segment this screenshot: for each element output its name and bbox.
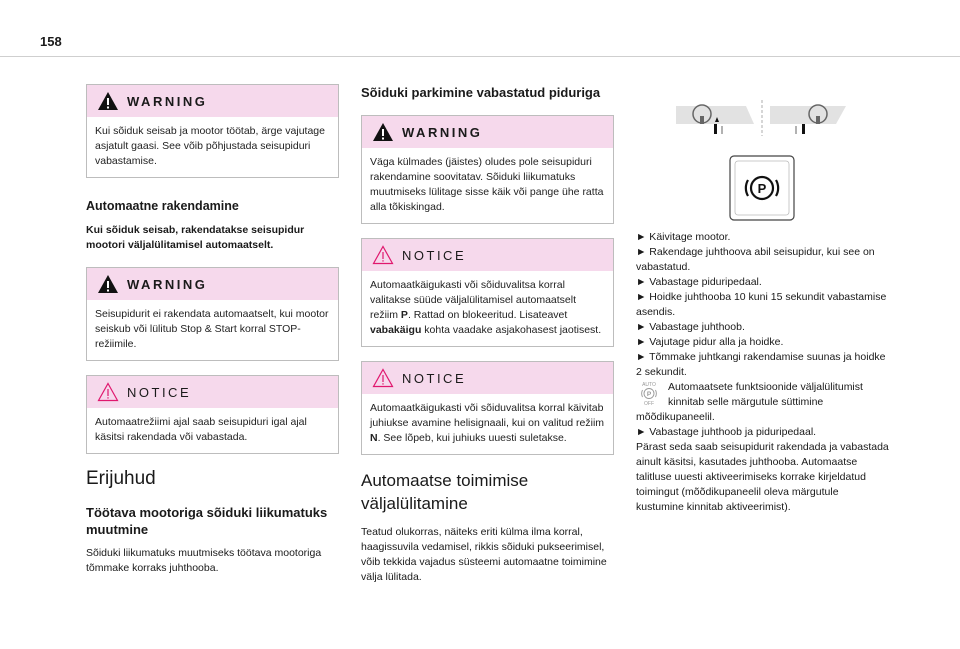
column-1 xyxy=(86,84,339,576)
auto-off-text: Automaatsete funktsioonide väljalülitumist kinnitab selle märgutule süttimine mõõdikupaneelil. xyxy=(636,381,863,423)
final-text: Pärast seda saab seisupidurit rakendada ja vabastada ainult käsitsi, kasutades juhthooba. Automaatse talitluse uuesti aktiveerimiseks korrake kirjeldatud toimingut (mõõdikupaneelil oleva märgutule kustumine kinnitab aktiveerimist). xyxy=(636,441,889,513)
notice-box-2 xyxy=(361,238,614,347)
notice-title: NOTICE xyxy=(127,384,192,400)
step-item: ► Rakendage juhthoova abil seisupidur, kui see on vabastatud. xyxy=(636,246,875,273)
column-3 xyxy=(636,84,889,515)
section-bold-text: Kui sõiduk seisab, rakendatakse seisupidur mootori väljalülitamisel automaatselt. xyxy=(86,224,305,251)
steering-lever-icon xyxy=(636,84,889,230)
section-title: Töötava mootoriga sõiduki liikumatuks muutmine xyxy=(86,505,328,537)
warning-text: Seisupidurit ei rakendata automaatselt, kui mootor seiskub või lülitub Stop & Start korral STOP-režiimile. xyxy=(95,308,329,350)
notice-title: NOTICE xyxy=(402,370,467,386)
column-2 xyxy=(361,84,614,585)
section-text: Sõiduki liikumatuks muutmiseks töötava mootoriga tõmmake korraks juhthooba. xyxy=(86,547,322,574)
parking-brake-illustration xyxy=(636,84,889,230)
warning-text: Väga külmades (jäistes) oludes pole seisupiduri rakendamine soovitatav. Sõiduki liikumatuks muutmiseks lülitage sisse käik või pange ühe ratta alla tõkiskingad. xyxy=(370,156,604,213)
notice-icon xyxy=(372,368,394,388)
warning-icon xyxy=(97,91,119,111)
step-item: ► Tõmmake juhtkangi rakendamise suunas ja hoidke 2 sekundit. xyxy=(636,351,886,378)
section-title: Automaatne rakendamine xyxy=(86,199,239,213)
notice-text: Automaatrežiimi ajal saab seisupiduri igal ajal käsitsi rakendada või vabastada. xyxy=(95,416,307,443)
warning-title: WARNING xyxy=(127,93,208,109)
step-item: ► Vabastage juhthoob ja piduripedaal. xyxy=(636,426,817,438)
notice-icon xyxy=(97,382,119,402)
notice-text: Automaatkäigukasti või sõiduvalitsa korral käivitab juhiukse avamine helisignaali, kui on valitud režiim N. See lõpeb, kui juhiuks uuesti suletakse. xyxy=(370,402,605,444)
section-title: Sõiduki parkimine vabastatud piduriga xyxy=(361,85,601,100)
heading-large: Automaatse toimimise väljalülitamine xyxy=(361,471,529,513)
step-item: ► Hoidke juhthooba 10 kuni 15 sekundit vabastamise asendis. xyxy=(636,291,887,318)
svg-text:AUTO: AUTO xyxy=(642,382,656,388)
step-item: ► Vajutage pidur alla ja hoidke. xyxy=(636,336,784,348)
notice-title: NOTICE xyxy=(402,247,467,263)
page-number: 158 xyxy=(40,34,62,49)
notice-text: Automaatkäigukasti või sõiduvalitsa korral valitakse süüde väljalülitamisel automaatselt režiim P. Rattad on blokeeritud. Lisateavet vabakäigu kohta vaadake asjakohasest jaotisest. xyxy=(370,279,602,336)
warning-box-1 xyxy=(86,84,339,178)
warning-text: Kui sõiduk seisab ja mootor töötab, ärge vajutage asjatult gaasi. See võib põhjustada seisupiduri vabastamise. xyxy=(95,125,325,167)
section-text: Teatud olukorras, näiteks eriti külma ilma korral, haagissuvila vedamisel, rikkis sõiduki pukseerimisel, võib tekkida vajadus süsteemi automaatne toimimine välja lülitada. xyxy=(361,526,607,583)
warning-box-2 xyxy=(86,267,339,361)
header-divider xyxy=(0,56,960,57)
svg-text:P: P xyxy=(757,181,767,196)
warning-icon xyxy=(372,122,394,142)
auto-off-note xyxy=(636,380,889,425)
heading-large: Erijuhud xyxy=(86,468,156,489)
svg-text:OFF: OFF xyxy=(644,401,654,406)
step-item: ► Käivitage mootor. xyxy=(636,231,731,243)
warning-title: WARNING xyxy=(402,124,483,140)
warning-icon xyxy=(97,274,119,294)
svg-text:P: P xyxy=(646,391,652,398)
step-item: ► Vabastage juhthoob. xyxy=(636,321,745,333)
notice-icon xyxy=(372,245,394,265)
notice-box-3 xyxy=(361,361,614,455)
warning-title: WARNING xyxy=(127,276,208,292)
auto-off-indicator-icon xyxy=(636,380,662,406)
warning-box-3 xyxy=(361,115,614,224)
steps-list xyxy=(636,230,889,380)
step-item: ► Vabastage piduripedaal. xyxy=(636,276,762,288)
notice-box-1 xyxy=(86,375,339,454)
